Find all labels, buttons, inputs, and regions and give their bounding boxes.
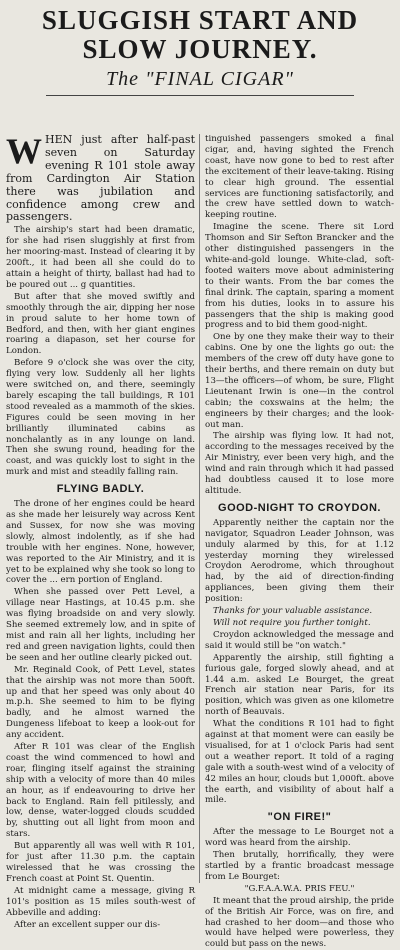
lead-text: HEN just after half-past seven on Saturday evening R 101 stole away from Cardington Air Station there was jubilation and confidence among crew and passengers. xyxy=(6,133,195,224)
article-columns xyxy=(6,131,394,950)
column-right xyxy=(200,134,394,950)
paragraph: tinguished passengers smoked a final cigar, and, having sighted the French coast, have now gone to bed to rest after the excitement of their leave-taking. Rising to clear high ground. The essential services are functioning satisfactorily, and the crew have settled down to watch-keeping routine. xyxy=(205,134,394,221)
section-heading-good-night: GOOD-NIGHT TO CROYDON. xyxy=(218,501,381,514)
section-heading-on-fire: "ON FIRE!" xyxy=(267,811,332,824)
paragraph: The airship was flying low. It had not, according to the messages received by the Air Ministry, ever been very high, and the wind and rain through which it had passed had doubtless caused it to lose more altitude. xyxy=(205,431,394,496)
paragraph: Then brutally, horrifically, they were startled by a frantic broadcast message from Le Bourget: xyxy=(205,850,394,882)
paragraph: At midnight came a message, giving R 101's position as 15 miles south-west of Abbeville and adding: xyxy=(6,885,195,918)
paragraph: The airship's start had been dramatic, for she had risen sluggishly at first from her mooring-mast. Instead of clearing it by 200ft., it had been all she could do to attain a height of thirty, ballast had had to be poured out ... g quantities. xyxy=(6,225,195,290)
paragraph: What the conditions R 101 had to fight against at that moment were can easily be visualised, for at 1 o'clock Paris had sent out a weather report. It told of a raging gale with a south-west wind of a velocity of 42 miles an hour, clouds but 1,000ft. above the earth, and visibility of about half a mile. xyxy=(205,719,394,806)
quoted-message: Will not require you further tonight. xyxy=(213,617,371,628)
subheadline: The "FINAL CIGAR" xyxy=(106,68,294,90)
paragraph: It meant that the proud airship, the pride of the British Air Force, was on fire, and had crashed to her doom—and those who would have helped were powerless, they could but pass on the news. xyxy=(205,895,394,950)
paragraph: Imagine the scene. There sit Lord Thomson and Sir Sefton Brancker and the other distinguished passengers in the white-and-gold lounge. White-clad, soft-footed waiters move about administering to their wants. From the bar comes the final drink. The captain, sparing a moment from his duties, looks in to assure his passengers that the ship is making good progress and to bid them good-night. xyxy=(205,222,394,331)
paragraph: Apparently neither the captain nor the navigator, Squadron Leader Johnson, was unduly alarmed by this, for at 1.12 yesterday morning they wirelessed Croydon Aerodrome, which throughout had, by the aid of direction-finding appliances, been giving them their position: xyxy=(205,517,394,605)
paragraph: Before 9 o'clock she was over the city, flying very low. Suddenly all her lights were switched on, and there, seemingly barely escaping the tall buildings, R 101 stood revealed as a mammoth of the skies. Figures could be seen moving in her brilliantly illuminated cabins as nonchalantly as in any lounge on land. Then she swung round, heading for the coast, and was quickly lost to sight in the murk and mist and steadily falling rain. xyxy=(6,358,195,478)
quoted-message: "G.F.A.A.W.A. PRIS FEU." xyxy=(244,883,355,894)
quoted-message: Thanks for your valuable assistance. xyxy=(213,606,373,617)
paragraph: When she passed over Pett Level, a village near Hastings, at 10.45 p.m. she was flying broadside on and very slowly. She seemed extremely low, and in spite of mist and rain all her lights, including her red and green navigation lights, could then be seen and her outline clearly picked out. xyxy=(6,587,195,663)
paragraph: But after that she moved swiftly and smoothly through the air, dipping her nose in proud salute to her home town of Bedford, and then, with her giant engines roaring a diapason, set her course for London. xyxy=(6,291,195,357)
paragraph: But apparently all was well with R 101, for just after 11.30 p.m. the captain wirelessed that he was crossing the French coast at Point St. Quentin. xyxy=(6,841,195,884)
paragraph: After R 101 was clear of the English coast the wind commenced to howl and roar, flinging itself against the straining ship with a velocity of more than 40 miles an hour, as if endeavouring to drive her back to England. Rain fell pitilessly, and low, dense, water-logged clouds scudded by, shutting out all light from moon and stars. xyxy=(6,742,195,840)
drop-cap: W xyxy=(6,131,42,171)
paragraph: The drone of her engines could be heard as she made her leisurely way across Kent and Sussex, for now she was moving slowly, almost indolently, as if she had trouble with her engines. None, however, was reported to the Air Ministry, and it is yet to be explained why she took so long to cover the ... ern portion of England. xyxy=(6,499,195,586)
paragraph: Mr. Reginald Cook, of Pett Level, states that the airship was not more than 500ft. up and that her speed was only about 40 m.p.h. She seemed to him to be flying badly, and he almost warned the Dungeness lifeboat to keep a look-out for any accident. xyxy=(6,664,195,741)
section-heading-flying-badly: FLYING BADLY. xyxy=(56,483,145,496)
headline: SLUGGISH START AND SLOW JOURNEY. xyxy=(41,5,359,64)
lead-paragraph xyxy=(6,131,195,224)
paragraph: After the message to Le Bourget not a word was heard from the airship. xyxy=(205,827,394,849)
paragraph: After an excellent supper our dis- xyxy=(14,919,161,930)
column-left xyxy=(6,131,200,930)
paragraph: Croydon acknowledged the message and said it would still be "on watch." xyxy=(205,629,394,651)
paragraph: One by one they make their way to their cabins. One by one the lights go out: the members of the crew off duty have gone to their berths, and there remain on duty but 13—the officers—of whom, be sure, Flight Lieutenant Irwin is one—in the control cabin; the coxswains at the helm; the engineers by their charges; and the look-out man. xyxy=(205,332,394,430)
divider xyxy=(46,95,354,96)
paragraph: Apparently the airship, still fighting a furious gale, forged slowly ahead, and at 1.44 a.m. asked Le Bourget, the great French air station near Paris, for its position, which was given as one kilometre north of Beauvais. xyxy=(205,652,394,718)
